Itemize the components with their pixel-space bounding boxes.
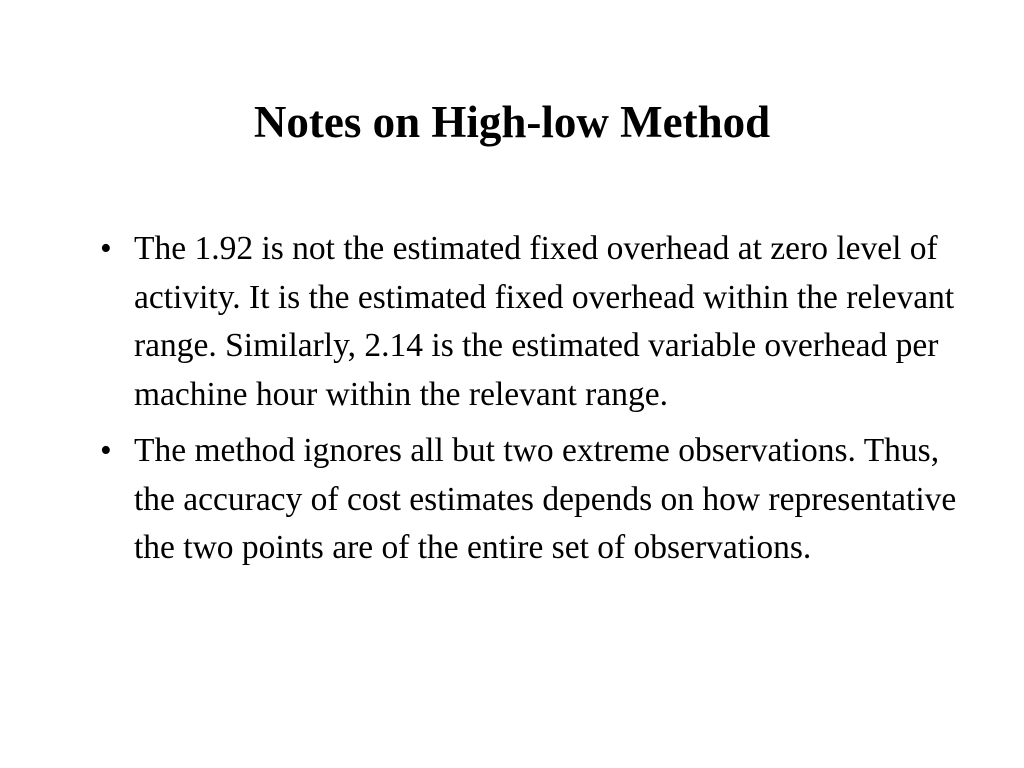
bullet-icon: • xyxy=(100,432,112,469)
bullet-item-method-limitation xyxy=(100,427,960,573)
bullet-icon: • xyxy=(100,230,112,267)
bullet-list xyxy=(100,225,960,581)
bullet-text: The method ignores all but two extreme observations. Thus, the accuracy of cost estimates depends on how representative the two points are of the entire set of observations. xyxy=(134,432,957,566)
bullet-item-fixed-overhead-note xyxy=(100,225,960,419)
slide-title: Notes on High-low Method xyxy=(253,97,771,147)
bullet-text: The 1.92 is not the estimated fixed overhead at zero level of activity. It is the estimated fixed overhead within the relevant range. Similarly, 2.14 is the estimated variable overhead per machine hour within the relevant range. xyxy=(134,230,955,413)
